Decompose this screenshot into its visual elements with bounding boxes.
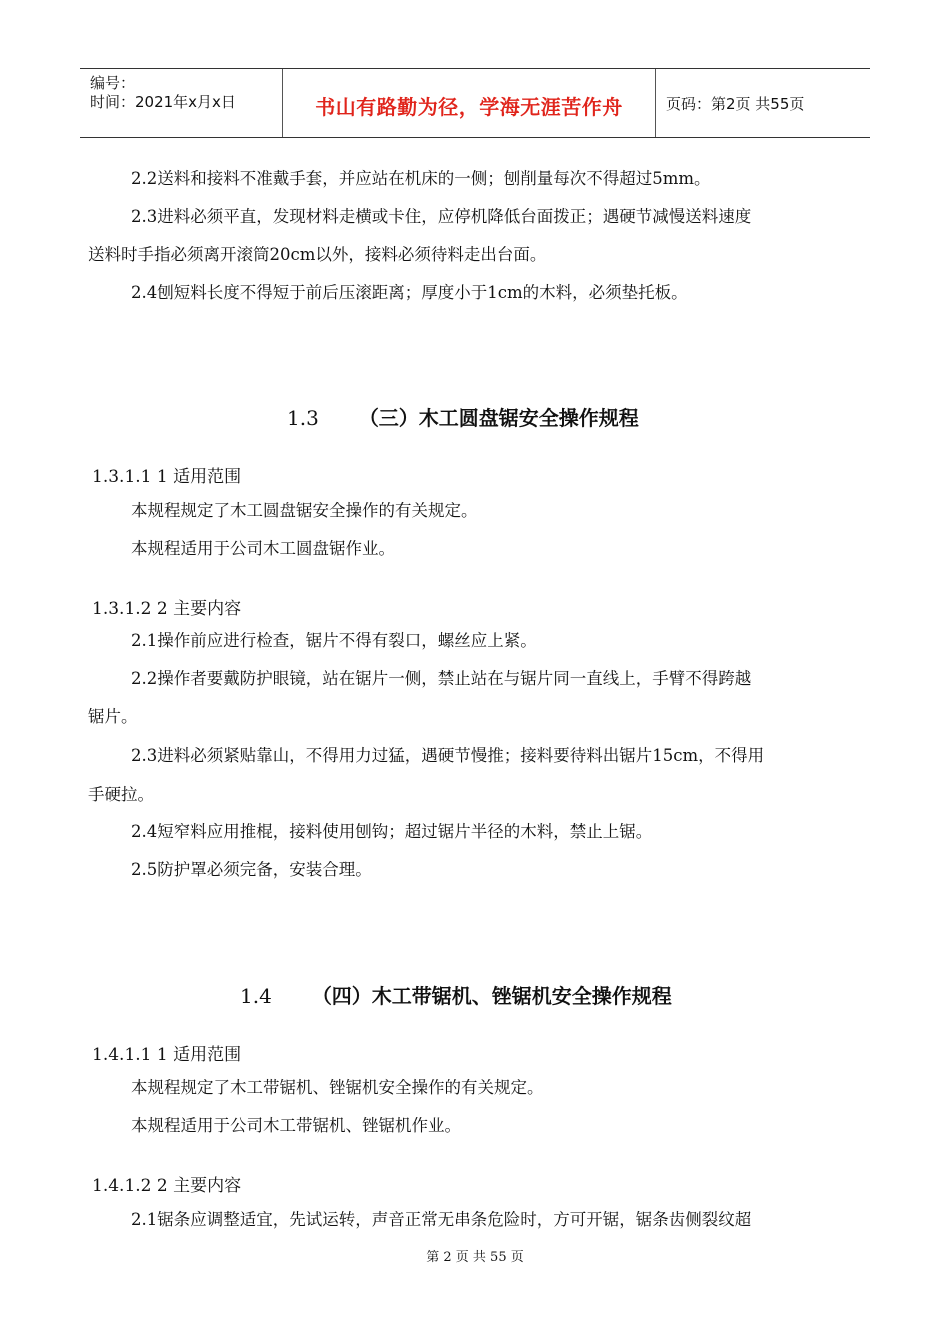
paragraph: 本规程规定了木工圆盘锯安全操作的有关规定。: [131, 501, 478, 520]
subsection-heading: 1.4.1.2 2 主要内容: [92, 1176, 242, 1196]
subsection-heading: 1.3.1.1 1 适用范围: [92, 467, 242, 487]
paragraph: 2.1锯条应调整适宜，先试运转，声音正常无串条危险时，方可开锯，锯条齿侧裂纹超: [131, 1210, 752, 1229]
section-heading-1-4: [240, 980, 672, 1009]
page-header: [80, 68, 870, 138]
paragraph: 2.3进料必须平直，发现材料走横或卡住，应停机降低台面拨正；遇硬节减慢送料速度: [131, 207, 752, 226]
header-motto-cell: [283, 69, 656, 137]
subsection-heading: 1.4.1.1 1 适用范围: [92, 1045, 242, 1065]
section-heading-1-3: [287, 402, 639, 431]
paragraph-continuation: 手硬拉。: [88, 785, 154, 804]
document-date: 时间：2021年x月x日: [90, 93, 236, 111]
heading-text: （四）木工带锯机、锉锯机安全操作规程: [311, 984, 672, 1008]
heading-text: （三）木工圆盘锯安全操作规程: [358, 406, 639, 430]
paragraph: 本规程规定了木工带锯机、锉锯机安全操作的有关规定。: [131, 1078, 544, 1097]
page-footer: 第 2 页 共 55 页: [426, 1250, 524, 1265]
paragraph-continuation: 锯片。: [88, 707, 138, 726]
header-motto: 书山有路勤为径，学海无涯苦作舟: [315, 95, 623, 119]
header-page-cell: [656, 69, 870, 137]
paragraph: 2.5防护罩必须完备，安装合理。: [131, 860, 372, 879]
paragraph: 2.3进料必须紧贴靠山，不得用力过猛，遇硬节慢推；接料要待料出锯片15cm，不得用: [131, 746, 765, 765]
paragraph: 本规程适用于公司木工圆盘锯作业。: [131, 539, 395, 558]
header-page-info: 页码：第2页 共55页: [666, 95, 805, 113]
paragraph: 2.2操作者要戴防护眼镜，站在锯片一侧，禁止站在与锯片同一直线上，手臂不得跨越: [131, 669, 752, 688]
paragraph: 2.4刨短料长度不得短于前后压滚距离；厚度小于1cm的木料，必须垫托板。: [131, 283, 688, 302]
heading-number: 1.3: [287, 406, 319, 430]
paragraph-continuation: 送料时手指必须离开滚筒20cm以外，接料必须待料走出台面。: [88, 245, 547, 264]
heading-number: 1.4: [240, 984, 272, 1008]
paragraph: 本规程适用于公司木工带锯机、锉锯机作业。: [131, 1116, 461, 1135]
subsection-heading: 1.3.1.2 2 主要内容: [92, 599, 242, 619]
header-left-cell: [80, 69, 283, 137]
paragraph: 2.1操作前应进行检查，锯片不得有裂口，螺丝应上紧。: [131, 631, 537, 650]
paragraph: 2.2送料和接料不准戴手套，并应站在机床的一侧；刨削量每次不得超过5mm。: [131, 169, 711, 188]
document-code-label: 编号：: [90, 74, 136, 92]
paragraph: 2.4短窄料应用推棍，接料使用刨钩；超过锯片半径的木料，禁止上锯。: [131, 822, 653, 841]
